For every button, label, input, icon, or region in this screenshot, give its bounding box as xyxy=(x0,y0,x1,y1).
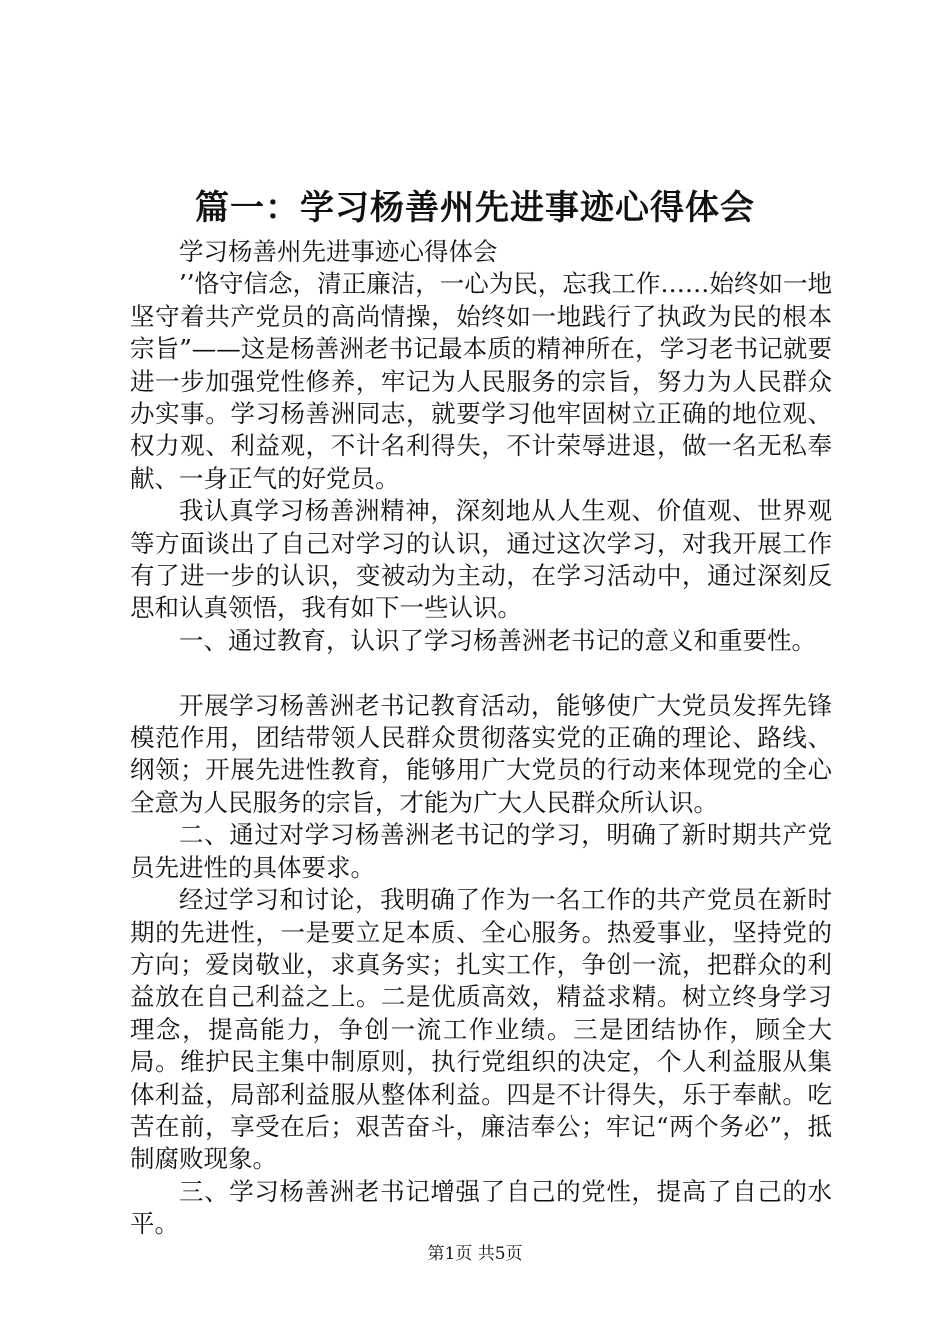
page-footer: 第1页 共5页 xyxy=(427,1244,523,1264)
paragraph-section-two: 经过学习和讨论，我明确了作为一名工作的共产党员在新时期的先进性，一是要立足本质、全心服务。热爱事业，坚持党的方向；爱岗敬业，求真务实；扎实工作，争创一流，把群众的利益放在自己利益之上。二是优质高效，精益求精。树立终身学习理念，提高能力，争创一流工作业绩。三是团结协作，顾全大局。维护民主集中制原则，执行党组织的决定，个人利益服从集体利益，局部利益服从整体利益。四是不计得失，乐于奉献。吃苦在前，享受在后；艰苦奋斗，廉洁奉公；牢记“两个务必”，抵制腐败现象。 xyxy=(130,885,832,1174)
section-heading-one: 一、通过教育，认识了学习杨善洲老书记的意义和重要性。 xyxy=(179,625,816,655)
paragraph-subtitle: 学习杨善州先进事迹心得体会 xyxy=(179,237,498,266)
section-heading-three: 三、学习杨善洲老书记增强了自己的党性，提高了自己的水平。 xyxy=(130,1176,832,1239)
document-body xyxy=(130,236,832,1241)
paragraph-intro: ’’恪守信念，清正廉洁，一心为民，忘我工作……始终如一地坚守着共产党员的高尚情操，始终如一地践行了执政为民的根本宗旨”——这是杨善洲老书记最本质的精神所在，学习老书记就要进一步加强党性修养，牢记为人民服务的宗旨，努力为人民群众办实事。学习杨善洲同志，就要学习他牢固树立正确的地位观、权力观、利益观，不计名利得失，不计荣辱进退，做一名无私奉献、一身正气的好党员。 xyxy=(130,269,832,493)
document-title: 篇一：学习杨善州先进事迹心得体会 xyxy=(195,188,755,228)
paragraph-section-one: 开展学习杨善洲老书记教育活动，能够使广大党员发挥先锋模范作用，团结带领人民群众贯彻落实党的正确的理论、路线、纲领；开展先进性教育，能够用广大党员的行动来体现党的全心全意为人民服务的宗旨，才能为广大人民群众所认识。 xyxy=(130,690,832,817)
section-heading-two: 二、通过对学习杨善洲老书记的学习，明确了新时期共产党员先进性的具体要求。 xyxy=(130,820,832,882)
paragraph-study: 我认真学习杨善洲精神，深刻地从人生观、价值观、世界观等方面谈出了自己对学习的认识，通过这次学习，对我开展工作有了进一步的认识，变被动为主动，在学习活动中，通过深刻反思和认真领悟，我有如下一些认识。 xyxy=(130,496,832,623)
